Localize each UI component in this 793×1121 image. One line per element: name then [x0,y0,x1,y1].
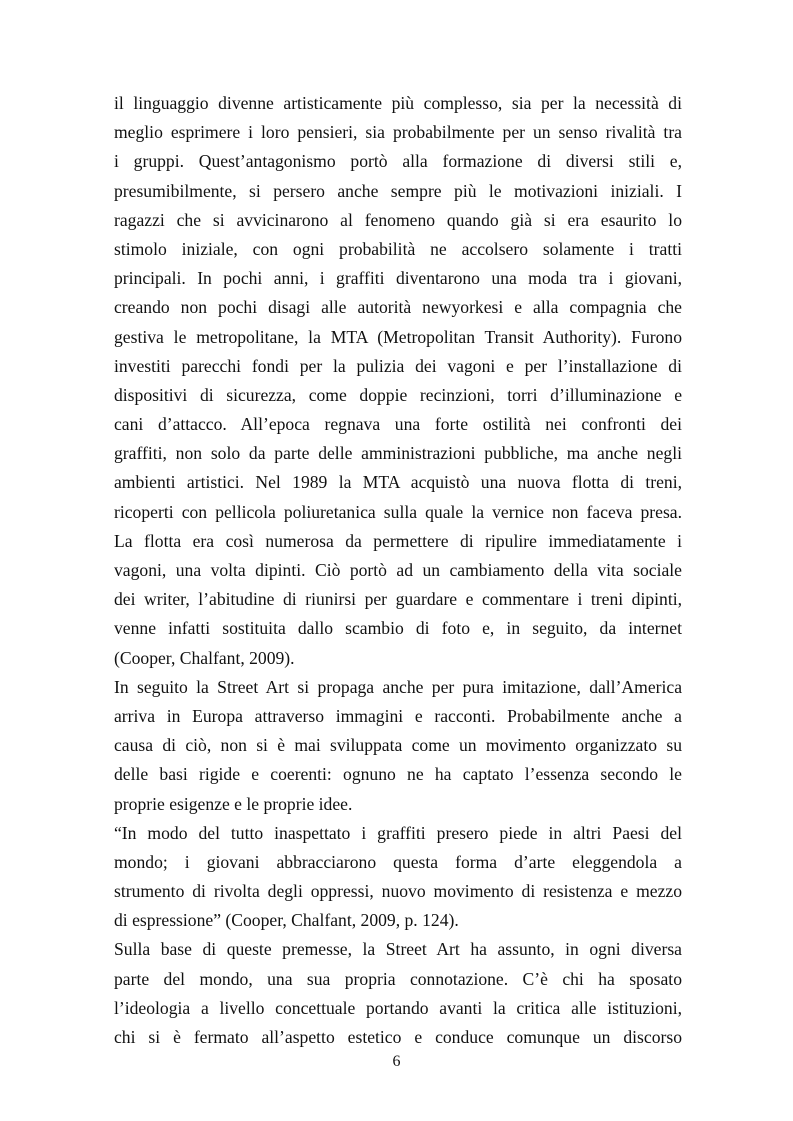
document-body [114,89,682,1052]
text-line: dispositivi di sicurezza, come doppie recinzioni, torri d’illuminazione e [114,384,682,405]
text-line: La flotta era così numerosa da permettere di ripulire immediatamente i [114,530,682,551]
text-line: l’ideologia a livello concettuale portando avanti la critica alle istituzioni, [114,997,682,1018]
page-number: 6 [392,1053,401,1070]
text-line: parte del mondo, una sua propria connotazione. C’è chi ha sposato [114,968,682,989]
text-line: presumibilmente, si persero anche sempre più le motivazioni iniziali. I [114,180,682,201]
text-line: i gruppi. Quest’antagonismo portò alla formazione di diversi stili e, [114,151,682,172]
text-line: (Cooper, Chalfant, 2009). [114,647,295,668]
text-line: venne infatti sostituita dallo scambio di foto e, in seguito, da internet [114,618,682,639]
text-line: meglio esprimere i loro pensieri, sia probabilmente per un senso rivalità tra [114,122,682,143]
text-line: stimolo iniziale, con ogni probabilità ne accolsero solamente i tratti [114,238,682,259]
text-line: strumento di rivolta degli oppressi, nuovo movimento di resistenza e mezzo [114,881,682,902]
paragraph-quote-cooper-chalfant [114,819,682,936]
text-line: Sulla base di queste premesse, la Street Art ha assunto, in ogni diversa [114,939,682,960]
text-line: delle basi rigide e coerenti: ognuno ne ha captato l’essenza secondo le [114,764,682,785]
text-line: vagoni, una volta dipinti. Ciò portò ad un cambiamento della vita sociale [114,560,682,580]
text-line: mondo; i giovani abbracciarono questa forma d’arte eleggendola a [114,851,682,872]
paragraph-street-art-connotation [114,935,682,1052]
text-line: ragazzi che si avvicinarono al fenomeno quando già si era esaurito lo [114,209,682,230]
paragraph-street-art-spread [114,673,682,819]
text-line: cani d’attacco. All’epoca regnava una forte ostilità nei confronti dei [114,414,682,435]
text-line: In seguito la Street Art si propaga anche per pura imitazione, dall’America [114,676,682,697]
text-line: proprie esigenze e le proprie idee. [114,793,353,814]
text-line: chi si è fermato all’aspetto estetico e conduce comunque un discorso [114,1027,682,1047]
text-line: arriva in Europa attraverso immagini e racconti. Probabilmente anche a [114,705,682,726]
text-line: principali. In pochi anni, i graffiti diventarono una moda tra i giovani, [114,268,682,289]
text-line: gestiva le metropolitane, la MTA (Metropolitan Transit Authority). Furono [114,326,682,347]
text-line: graffiti, non solo da parte delle amministrazioni pubbliche, ma anche negli [114,443,682,464]
text-line: ambienti artistici. Nel 1989 la MTA acquistò una nuova flotta di treni, [114,472,682,493]
text-line: “In modo del tutto inaspettato i graffiti presero piede in altri Paesi del [114,822,682,843]
text-line: ricoperti con pellicola poliuretanica sulla quale la vernice non faceva presa. [114,501,682,522]
text-line: causa di ciò, non si è mai sviluppata come un movimento organizzato su [114,735,682,756]
text-line: il linguaggio divenne artisticamente più complesso, sia per la necessità di [114,93,682,113]
text-line: di espressione” (Cooper, Chalfant, 2009, p. 124). [114,910,459,931]
text-line: creando non pochi disagi alle autorità newyorkesi e alla compagnia che [114,297,682,318]
paragraph-graffiti-history [114,89,682,673]
text-line: investiti parecchi fondi per la pulizia dei vagoni e per l’installazione di [114,355,682,376]
text-line: dei writer, l’abitudine di riunirsi per guardare e commentare i treni dipinti, [114,589,682,610]
